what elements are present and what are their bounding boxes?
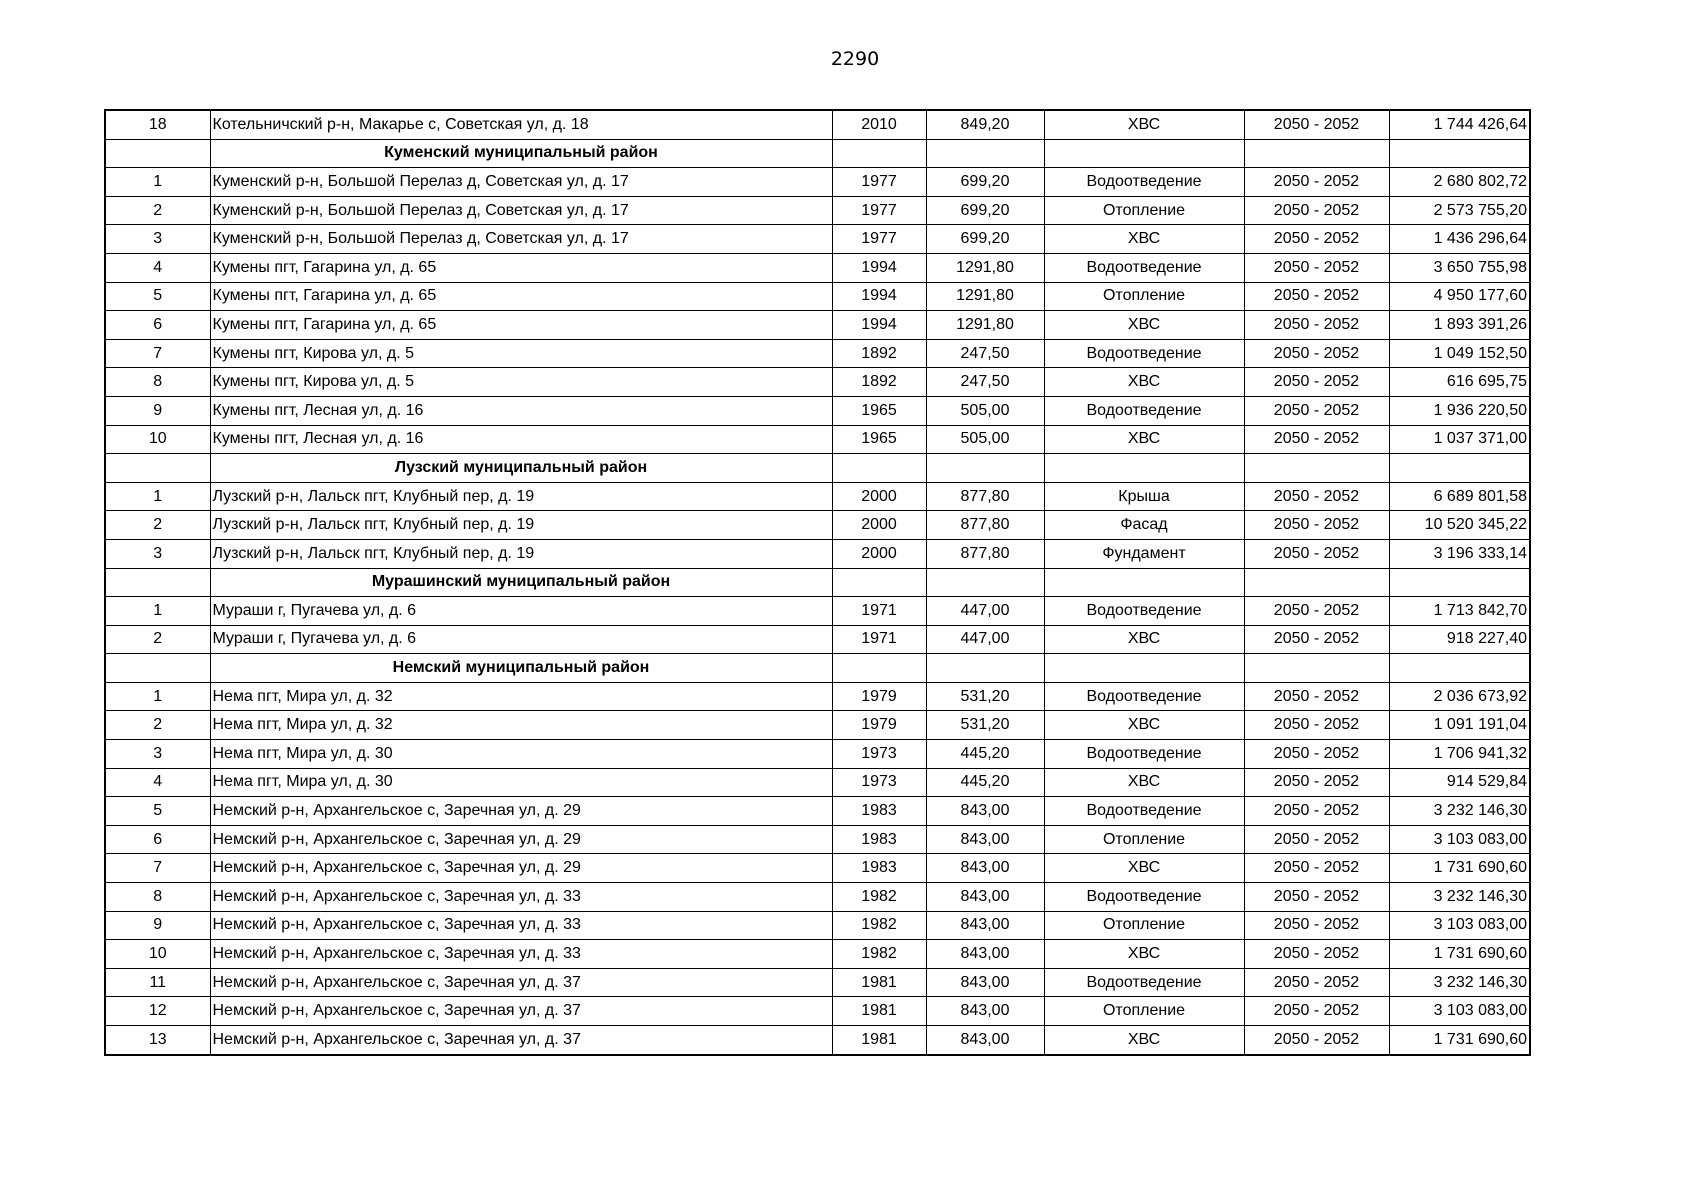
year-cell: 1994 xyxy=(832,311,926,340)
area-cell: 699,20 xyxy=(926,196,1044,225)
section-title: Мурашинский муниципальный район xyxy=(210,568,832,597)
period-cell: 2050 - 2052 xyxy=(1244,968,1389,997)
empty-cell xyxy=(105,568,210,597)
empty-cell xyxy=(832,454,926,483)
address-cell: Кумены пгт, Кирова ул, д. 5 xyxy=(210,339,832,368)
empty-cell xyxy=(1044,568,1244,597)
cost-cell: 3 103 083,00 xyxy=(1389,911,1530,940)
table-row xyxy=(105,539,1530,568)
register-table xyxy=(104,109,1531,1056)
row-number: 7 xyxy=(105,854,210,883)
area-cell: 1291,80 xyxy=(926,311,1044,340)
year-cell: 1979 xyxy=(832,682,926,711)
work-type-cell: ХВС xyxy=(1044,368,1244,397)
empty-cell xyxy=(1044,454,1244,483)
table-row xyxy=(105,311,1530,340)
cost-cell: 3 232 146,30 xyxy=(1389,797,1530,826)
row-number: 6 xyxy=(105,311,210,340)
address-cell: Лузский р-н, Лальск пгт, Клубный пер, д. 19 xyxy=(210,482,832,511)
table-row xyxy=(105,282,1530,311)
address-cell: Кумены пгт, Лесная ул, д. 16 xyxy=(210,425,832,454)
row-number: 6 xyxy=(105,825,210,854)
empty-cell xyxy=(105,654,210,683)
cost-cell: 3 103 083,00 xyxy=(1389,997,1530,1026)
year-cell: 2000 xyxy=(832,539,926,568)
address-cell: Немский р-н, Архангельское с, Заречная ул, д. 33 xyxy=(210,883,832,912)
cost-cell: 6 689 801,58 xyxy=(1389,482,1530,511)
address-cell: Мураши г, Пугачева ул, д. 6 xyxy=(210,597,832,626)
period-cell: 2050 - 2052 xyxy=(1244,168,1389,197)
page-number: 2290 xyxy=(830,48,880,70)
row-number: 3 xyxy=(105,225,210,254)
area-cell: 1291,80 xyxy=(926,253,1044,282)
work-type-cell: Крыша xyxy=(1044,482,1244,511)
address-cell: Кумены пгт, Гагарина ул, д. 65 xyxy=(210,253,832,282)
row-number: 4 xyxy=(105,253,210,282)
period-cell: 2050 - 2052 xyxy=(1244,997,1389,1026)
table-row xyxy=(105,711,1530,740)
work-type-cell: Водоотведение xyxy=(1044,797,1244,826)
row-number: 2 xyxy=(105,625,210,654)
work-type-cell: Отопление xyxy=(1044,997,1244,1026)
period-cell: 2050 - 2052 xyxy=(1244,339,1389,368)
cost-cell: 1 936 220,50 xyxy=(1389,396,1530,425)
row-number: 2 xyxy=(105,711,210,740)
area-cell: 1291,80 xyxy=(926,282,1044,311)
row-number: 4 xyxy=(105,768,210,797)
area-cell: 843,00 xyxy=(926,968,1044,997)
address-cell: Немский р-н, Архангельское с, Заречная ул, д. 37 xyxy=(210,968,832,997)
cost-cell: 1 713 842,70 xyxy=(1389,597,1530,626)
section-header-row xyxy=(105,654,1530,683)
period-cell: 2050 - 2052 xyxy=(1244,1026,1389,1055)
table-row xyxy=(105,196,1530,225)
address-cell: Нема пгт, Мира ул, д. 32 xyxy=(210,711,832,740)
empty-cell xyxy=(926,568,1044,597)
cost-cell: 918 227,40 xyxy=(1389,625,1530,654)
table-row xyxy=(105,911,1530,940)
table-row xyxy=(105,825,1530,854)
address-cell: Немский р-н, Архангельское с, Заречная ул, д. 33 xyxy=(210,940,832,969)
empty-cell xyxy=(105,454,210,483)
empty-cell xyxy=(926,139,1044,168)
year-cell: 1971 xyxy=(832,597,926,626)
area-cell: 505,00 xyxy=(926,396,1044,425)
row-number: 1 xyxy=(105,682,210,711)
cost-cell: 1 731 690,60 xyxy=(1389,1026,1530,1055)
section-title: Лузский муниципальный район xyxy=(210,454,832,483)
address-cell: Куменский р-н, Большой Перелаз д, Советская ул, д. 17 xyxy=(210,168,832,197)
work-type-cell: Отопление xyxy=(1044,282,1244,311)
row-number: 11 xyxy=(105,968,210,997)
row-number: 7 xyxy=(105,339,210,368)
row-number: 5 xyxy=(105,282,210,311)
address-cell: Немский р-н, Архангельское с, Заречная ул, д. 29 xyxy=(210,797,832,826)
period-cell: 2050 - 2052 xyxy=(1244,911,1389,940)
table-row xyxy=(105,482,1530,511)
period-cell: 2050 - 2052 xyxy=(1244,740,1389,769)
period-cell: 2050 - 2052 xyxy=(1244,797,1389,826)
cost-cell: 1 893 391,26 xyxy=(1389,311,1530,340)
section-title: Немский муниципальный район xyxy=(210,654,832,683)
work-type-cell: ХВС xyxy=(1044,625,1244,654)
year-cell: 1979 xyxy=(832,711,926,740)
work-type-cell: ХВС xyxy=(1044,110,1244,139)
empty-cell xyxy=(105,139,210,168)
work-type-cell: Водоотведение xyxy=(1044,968,1244,997)
address-cell: Немский р-н, Архангельское с, Заречная ул, д. 37 xyxy=(210,997,832,1026)
section-header-row xyxy=(105,568,1530,597)
cost-cell: 1 049 152,50 xyxy=(1389,339,1530,368)
cost-cell: 1 731 690,60 xyxy=(1389,940,1530,969)
row-number: 18 xyxy=(105,110,210,139)
cost-cell: 3 232 146,30 xyxy=(1389,968,1530,997)
table-row xyxy=(105,768,1530,797)
row-number: 9 xyxy=(105,911,210,940)
work-type-cell: ХВС xyxy=(1044,940,1244,969)
area-cell: 843,00 xyxy=(926,854,1044,883)
table-row xyxy=(105,110,1530,139)
year-cell: 1994 xyxy=(832,282,926,311)
work-type-cell: Отопление xyxy=(1044,825,1244,854)
area-cell: 877,80 xyxy=(926,539,1044,568)
table-row xyxy=(105,511,1530,540)
year-cell: 1973 xyxy=(832,768,926,797)
year-cell: 1982 xyxy=(832,883,926,912)
row-number: 3 xyxy=(105,539,210,568)
section-header-row xyxy=(105,139,1530,168)
year-cell: 1965 xyxy=(832,396,926,425)
section-header-row xyxy=(105,454,1530,483)
row-number: 1 xyxy=(105,482,210,511)
year-cell: 1977 xyxy=(832,168,926,197)
work-type-cell: ХВС xyxy=(1044,768,1244,797)
address-cell: Лузский р-н, Лальск пгт, Клубный пер, д. 19 xyxy=(210,511,832,540)
area-cell: 843,00 xyxy=(926,825,1044,854)
empty-cell xyxy=(926,454,1044,483)
period-cell: 2050 - 2052 xyxy=(1244,311,1389,340)
area-cell: 447,00 xyxy=(926,625,1044,654)
empty-cell xyxy=(926,654,1044,683)
row-number: 3 xyxy=(105,740,210,769)
area-cell: 247,50 xyxy=(926,368,1044,397)
cost-cell: 2 573 755,20 xyxy=(1389,196,1530,225)
year-cell: 1994 xyxy=(832,253,926,282)
period-cell: 2050 - 2052 xyxy=(1244,597,1389,626)
cost-cell: 1 037 371,00 xyxy=(1389,425,1530,454)
area-cell: 531,20 xyxy=(926,682,1044,711)
row-number: 8 xyxy=(105,368,210,397)
cost-cell: 1 436 296,64 xyxy=(1389,225,1530,254)
cost-cell: 3 232 146,30 xyxy=(1389,883,1530,912)
table-row xyxy=(105,854,1530,883)
work-type-cell: Водоотведение xyxy=(1044,883,1244,912)
address-cell: Куменский р-н, Большой Перелаз д, Советская ул, д. 17 xyxy=(210,225,832,254)
work-type-cell: Отопление xyxy=(1044,911,1244,940)
period-cell: 2050 - 2052 xyxy=(1244,682,1389,711)
year-cell: 1982 xyxy=(832,940,926,969)
period-cell: 2050 - 2052 xyxy=(1244,883,1389,912)
table-row xyxy=(105,368,1530,397)
period-cell: 2050 - 2052 xyxy=(1244,825,1389,854)
area-cell: 699,20 xyxy=(926,225,1044,254)
address-cell: Кумены пгт, Лесная ул, д. 16 xyxy=(210,396,832,425)
area-cell: 531,20 xyxy=(926,711,1044,740)
period-cell: 2050 - 2052 xyxy=(1244,482,1389,511)
row-number: 12 xyxy=(105,997,210,1026)
address-cell: Нема пгт, Мира ул, д. 30 xyxy=(210,768,832,797)
period-cell: 2050 - 2052 xyxy=(1244,253,1389,282)
empty-cell xyxy=(1244,654,1389,683)
cost-cell: 4 950 177,60 xyxy=(1389,282,1530,311)
cost-cell: 914 529,84 xyxy=(1389,768,1530,797)
row-number: 1 xyxy=(105,597,210,626)
area-cell: 849,20 xyxy=(926,110,1044,139)
cost-cell: 3 196 333,14 xyxy=(1389,539,1530,568)
period-cell: 2050 - 2052 xyxy=(1244,425,1389,454)
row-number: 10 xyxy=(105,425,210,454)
period-cell: 2050 - 2052 xyxy=(1244,396,1389,425)
register-table-body xyxy=(105,110,1530,1055)
year-cell: 1983 xyxy=(832,797,926,826)
cost-cell: 1 091 191,04 xyxy=(1389,711,1530,740)
table-row xyxy=(105,1026,1530,1055)
empty-cell xyxy=(832,568,926,597)
year-cell: 1977 xyxy=(832,225,926,254)
work-type-cell: Отопление xyxy=(1044,196,1244,225)
period-cell: 2050 - 2052 xyxy=(1244,539,1389,568)
period-cell: 2050 - 2052 xyxy=(1244,711,1389,740)
address-cell: Немский р-н, Архангельское с, Заречная ул, д. 37 xyxy=(210,1026,832,1055)
cost-cell: 2 036 673,92 xyxy=(1389,682,1530,711)
cost-cell: 2 680 802,72 xyxy=(1389,168,1530,197)
work-type-cell: Водоотведение xyxy=(1044,339,1244,368)
work-type-cell: Водоотведение xyxy=(1044,253,1244,282)
year-cell: 2010 xyxy=(832,110,926,139)
table-row xyxy=(105,740,1530,769)
table-row xyxy=(105,225,1530,254)
area-cell: 843,00 xyxy=(926,1026,1044,1055)
row-number: 2 xyxy=(105,511,210,540)
empty-cell xyxy=(1389,654,1530,683)
table-row xyxy=(105,883,1530,912)
row-number: 13 xyxy=(105,1026,210,1055)
area-cell: 445,20 xyxy=(926,768,1044,797)
table-row xyxy=(105,940,1530,969)
cost-cell: 1 744 426,64 xyxy=(1389,110,1530,139)
cost-cell: 1 706 941,32 xyxy=(1389,740,1530,769)
address-cell: Нема пгт, Мира ул, д. 30 xyxy=(210,740,832,769)
cost-cell: 3 650 755,98 xyxy=(1389,253,1530,282)
area-cell: 505,00 xyxy=(926,425,1044,454)
row-number: 5 xyxy=(105,797,210,826)
empty-cell xyxy=(1244,568,1389,597)
address-cell: Немский р-н, Архангельское с, Заречная ул, д. 29 xyxy=(210,854,832,883)
table-row xyxy=(105,597,1530,626)
area-cell: 247,50 xyxy=(926,339,1044,368)
row-number: 8 xyxy=(105,883,210,912)
area-cell: 877,80 xyxy=(926,482,1044,511)
address-cell: Немский р-н, Архангельское с, Заречная ул, д. 29 xyxy=(210,825,832,854)
cost-cell: 10 520 345,22 xyxy=(1389,511,1530,540)
address-cell: Кумены пгт, Гагарина ул, д. 65 xyxy=(210,282,832,311)
area-cell: 877,80 xyxy=(926,511,1044,540)
empty-cell xyxy=(1044,654,1244,683)
row-number: 2 xyxy=(105,196,210,225)
work-type-cell: ХВС xyxy=(1044,854,1244,883)
year-cell: 2000 xyxy=(832,482,926,511)
address-cell: Нема пгт, Мира ул, д. 32 xyxy=(210,682,832,711)
year-cell: 2000 xyxy=(832,511,926,540)
empty-cell xyxy=(1244,139,1389,168)
empty-cell xyxy=(832,139,926,168)
table-row xyxy=(105,253,1530,282)
cost-cell: 3 103 083,00 xyxy=(1389,825,1530,854)
empty-cell xyxy=(1044,139,1244,168)
empty-cell xyxy=(832,654,926,683)
table-row xyxy=(105,625,1530,654)
year-cell: 1983 xyxy=(832,854,926,883)
empty-cell xyxy=(1389,568,1530,597)
address-cell: Немский р-н, Архангельское с, Заречная ул, д. 33 xyxy=(210,911,832,940)
table-row xyxy=(105,797,1530,826)
work-type-cell: Водоотведение xyxy=(1044,168,1244,197)
work-type-cell: Водоотведение xyxy=(1044,740,1244,769)
work-type-cell: ХВС xyxy=(1044,425,1244,454)
address-cell: Лузский р-н, Лальск пгт, Клубный пер, д. 19 xyxy=(210,539,832,568)
period-cell: 2050 - 2052 xyxy=(1244,196,1389,225)
work-type-cell: ХВС xyxy=(1044,1026,1244,1055)
year-cell: 1981 xyxy=(832,997,926,1026)
year-cell: 1982 xyxy=(832,911,926,940)
area-cell: 843,00 xyxy=(926,883,1044,912)
area-cell: 699,20 xyxy=(926,168,1044,197)
address-cell: Котельничский р-н, Макарье с, Советская ул, д. 18 xyxy=(210,110,832,139)
period-cell: 2050 - 2052 xyxy=(1244,854,1389,883)
section-title: Куменский муниципальный район xyxy=(210,139,832,168)
table-row xyxy=(105,425,1530,454)
empty-cell xyxy=(1389,454,1530,483)
work-type-cell: ХВС xyxy=(1044,311,1244,340)
address-cell: Кумены пгт, Гагарина ул, д. 65 xyxy=(210,311,832,340)
year-cell: 1983 xyxy=(832,825,926,854)
area-cell: 843,00 xyxy=(926,997,1044,1026)
work-type-cell: ХВС xyxy=(1044,711,1244,740)
year-cell: 1977 xyxy=(832,196,926,225)
work-type-cell: Водоотведение xyxy=(1044,597,1244,626)
year-cell: 1981 xyxy=(832,968,926,997)
year-cell: 1981 xyxy=(832,1026,926,1055)
work-type-cell: Водоотведение xyxy=(1044,396,1244,425)
area-cell: 447,00 xyxy=(926,597,1044,626)
address-cell: Куменский р-н, Большой Перелаз д, Советская ул, д. 17 xyxy=(210,196,832,225)
area-cell: 843,00 xyxy=(926,911,1044,940)
year-cell: 1971 xyxy=(832,625,926,654)
period-cell: 2050 - 2052 xyxy=(1244,225,1389,254)
year-cell: 1892 xyxy=(832,368,926,397)
table-row xyxy=(105,997,1530,1026)
table-row xyxy=(105,682,1530,711)
address-cell: Мураши г, Пугачева ул, д. 6 xyxy=(210,625,832,654)
period-cell: 2050 - 2052 xyxy=(1244,511,1389,540)
row-number: 9 xyxy=(105,396,210,425)
empty-cell xyxy=(1389,139,1530,168)
year-cell: 1965 xyxy=(832,425,926,454)
table-row xyxy=(105,168,1530,197)
period-cell: 2050 - 2052 xyxy=(1244,368,1389,397)
work-type-cell: ХВС xyxy=(1044,225,1244,254)
area-cell: 843,00 xyxy=(926,797,1044,826)
year-cell: 1892 xyxy=(832,339,926,368)
year-cell: 1973 xyxy=(832,740,926,769)
period-cell: 2050 - 2052 xyxy=(1244,110,1389,139)
period-cell: 2050 - 2052 xyxy=(1244,940,1389,969)
area-cell: 843,00 xyxy=(926,940,1044,969)
address-cell: Кумены пгт, Кирова ул, д. 5 xyxy=(210,368,832,397)
empty-cell xyxy=(1244,454,1389,483)
table-row xyxy=(105,339,1530,368)
table-row xyxy=(105,968,1530,997)
period-cell: 2050 - 2052 xyxy=(1244,768,1389,797)
work-type-cell: Фундамент xyxy=(1044,539,1244,568)
period-cell: 2050 - 2052 xyxy=(1244,625,1389,654)
period-cell: 2050 - 2052 xyxy=(1244,282,1389,311)
cost-cell: 616 695,75 xyxy=(1389,368,1530,397)
work-type-cell: Водоотведение xyxy=(1044,682,1244,711)
row-number: 1 xyxy=(105,168,210,197)
work-type-cell: Фасад xyxy=(1044,511,1244,540)
area-cell: 445,20 xyxy=(926,740,1044,769)
row-number: 10 xyxy=(105,940,210,969)
cost-cell: 1 731 690,60 xyxy=(1389,854,1530,883)
table-row xyxy=(105,396,1530,425)
